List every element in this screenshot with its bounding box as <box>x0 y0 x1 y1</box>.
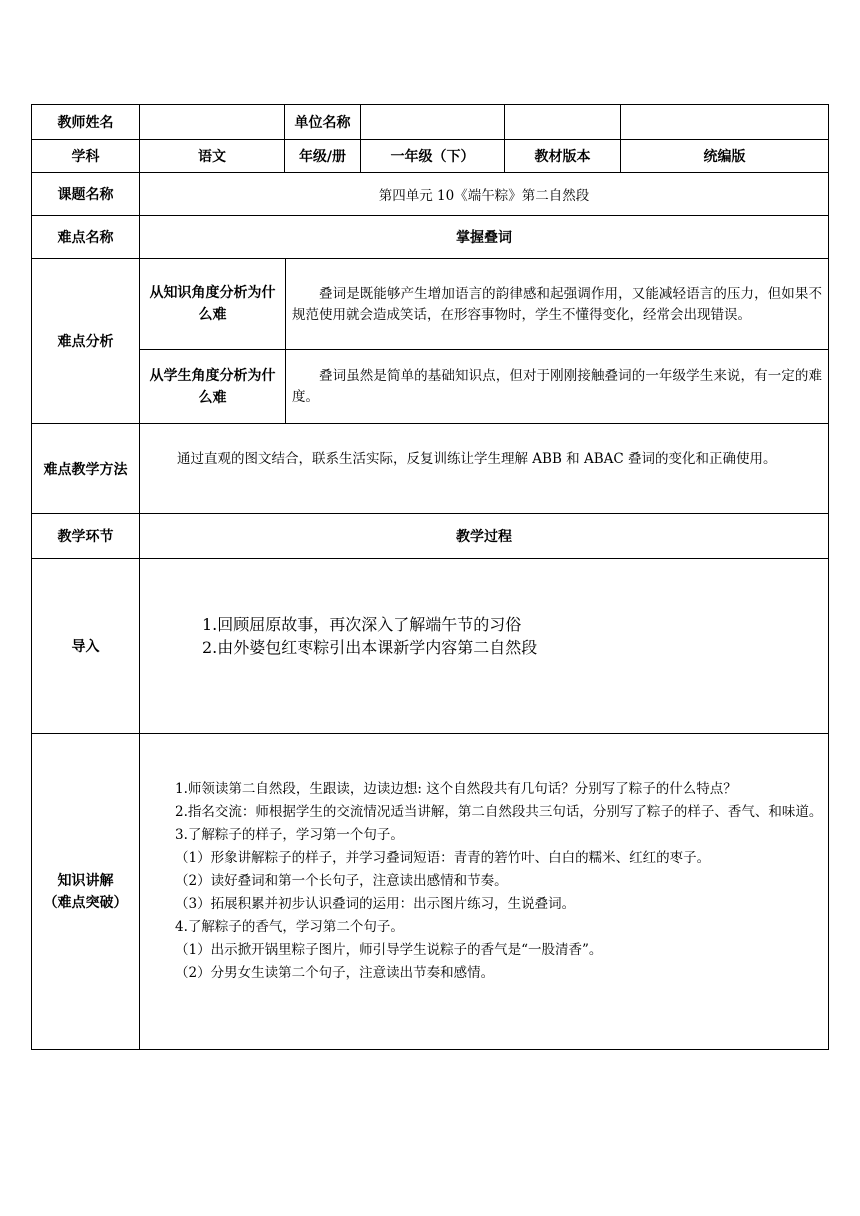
explain-item: （3）拓展积累并初步认识叠词的运用：出示图片练习，生说叠词。 <box>175 896 576 912</box>
explain-item: 4.了解粽子的香气，学习第二个句子。 <box>175 919 404 935</box>
teacher-name-value[interactable] <box>140 105 285 140</box>
edition-label: 教材版本 <box>505 140 621 173</box>
explain-item: 3.了解粽子的样子，学习第一个句子。 <box>175 827 404 843</box>
student-angle-text: 叠词虽然是简单的基础知识点，但对于刚刚接触叠词的一年级学生来说，有一定的难度。 <box>292 368 822 405</box>
explain-item: （2）分男女生读第二个句子，注意读出节奏和感情。 <box>175 965 495 981</box>
topic-label: 课题名称 <box>32 173 140 216</box>
explain-label-line-2: （难点突破） <box>43 894 128 911</box>
difficulty-value: 掌握叠词 <box>140 216 828 259</box>
subject-label: 学科 <box>32 140 140 173</box>
blank-cell-2 <box>621 105 828 140</box>
explain-item: （1）出示掀开锅里粽子图片，师引导学生说粽子的香气是“一股清香”。 <box>175 942 603 958</box>
difficulty-label: 难点名称 <box>32 216 140 259</box>
intro-item-2: 2.由外婆包红枣粽引出本课新学内容第二自然段 <box>202 638 538 657</box>
unit-name-value[interactable] <box>361 105 505 140</box>
explain-label-line-1: 知识讲解 <box>57 872 114 889</box>
explain-list <box>148 778 826 985</box>
subject-value: 语文 <box>140 140 285 173</box>
method-cell <box>140 424 828 514</box>
teaching-step-label: 教学环节 <box>32 514 140 559</box>
knowledge-angle-text: 叠词是既能够产生增加语言的韵律感和起强调作用，又能减轻语言的压力，但如果不规范使用就会造成笑话，在形容事物时，学生不懂得变化，经常会出现错误。 <box>292 286 822 323</box>
explain-item: （2）读好叠词和第一个长句子，注意读出感情和节奏。 <box>175 873 508 889</box>
blank-cell-1 <box>505 105 621 140</box>
edition-value: 统编版 <box>621 140 828 173</box>
knowledge-angle-cell <box>286 259 828 350</box>
grade-value: 一年级（下） <box>361 140 505 173</box>
intro-cell <box>140 559 828 734</box>
explain-label <box>32 734 140 1049</box>
topic-value: 第四单元 10《端午粽》第二自然段 <box>140 173 828 216</box>
analysis-label: 难点分析 <box>32 259 140 424</box>
student-angle-cell <box>286 350 828 424</box>
explain-item: 2.指名交流：师根据学生的交流情况适当讲解，第二自然段共三句话，分别写了粽子的样子、香气、和味道。 <box>175 804 823 820</box>
explain-cell <box>140 734 828 1049</box>
method-label: 难点教学方法 <box>32 424 140 514</box>
knowledge-angle-label: 从知识角度分析为什么难 <box>140 259 286 350</box>
teacher-name-label: 教师姓名 <box>32 105 140 140</box>
explain-item: （1）形象讲解粽子的样子，并学习叠词短语：青青的箬竹叶、白白的糯米、红红的枣子。 <box>175 850 711 866</box>
grade-label: 年级/册 <box>285 140 361 173</box>
student-angle-label: 从学生角度分析为什么难 <box>140 350 286 424</box>
explain-item: 1.师领读第二自然段，生跟读，边读边想: 这个自然段共有几句话？分别写了粽子的什么特点？ <box>175 781 737 797</box>
intro-label: 导入 <box>32 559 140 734</box>
teaching-process-label: 教学过程 <box>140 514 828 559</box>
lesson-plan-table <box>31 104 829 1050</box>
method-text: 通过直观的图文结合，联系生活实际，反复训练让学生理解 ABB 和 ABAC 叠词的变化和正确使用。 <box>177 451 777 467</box>
intro-item-1: 1.回顾屈原故事，再次深入了解端午节的习俗 <box>202 615 522 634</box>
unit-name-label: 单位名称 <box>285 105 361 140</box>
intro-list <box>202 613 802 659</box>
